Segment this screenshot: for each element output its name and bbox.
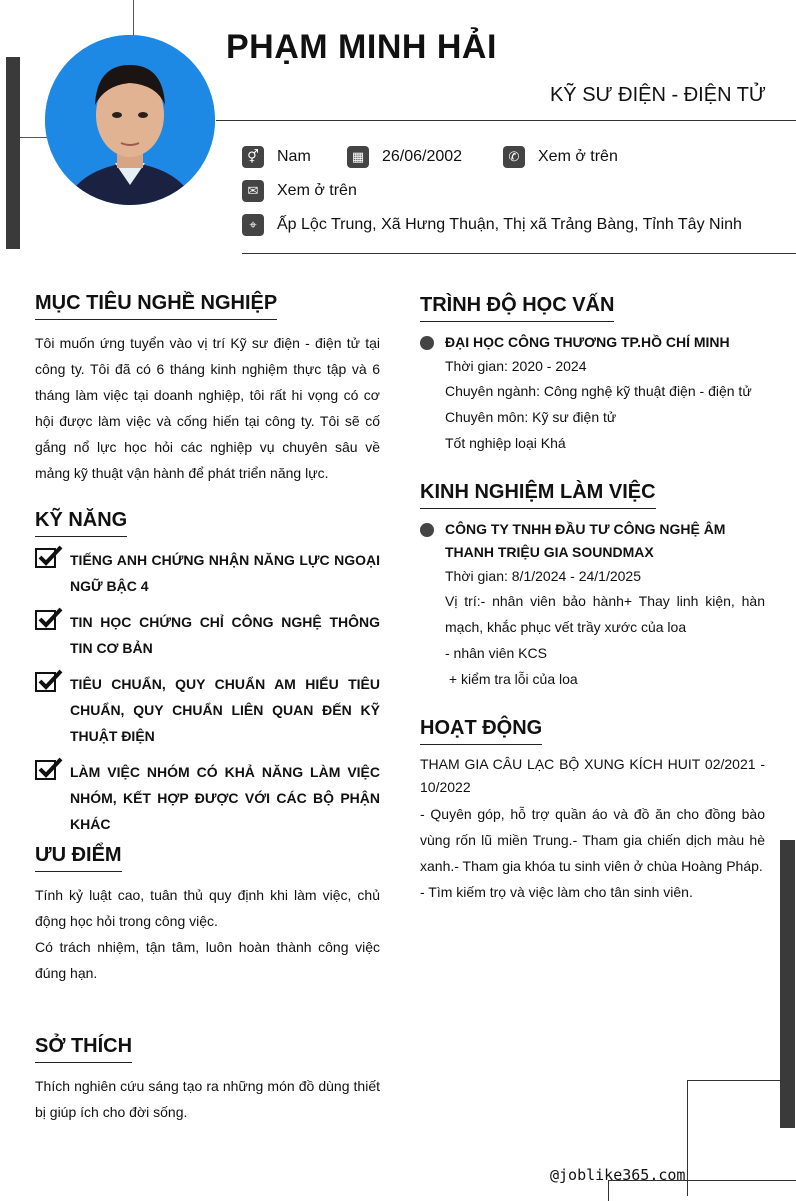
phone-icon: ✆ bbox=[503, 146, 525, 168]
decor-bar-right bbox=[780, 840, 795, 1128]
decor-bar-left bbox=[6, 57, 20, 249]
skills-title: KỸ NĂNG bbox=[35, 509, 127, 537]
skill-item bbox=[35, 609, 380, 661]
company-name: CÔNG TY TNHH ĐẦU TƯ CÔNG NGHỆ ÂM THANH TRIỆU GIA SOUNDMAX bbox=[445, 521, 726, 560]
education-title: TRÌNH ĐỘ HỌC VẤN bbox=[420, 294, 614, 322]
gender-value: Nam bbox=[277, 148, 311, 165]
bullet-icon bbox=[420, 523, 434, 537]
activities-text-1: - Quyên góp, hỗ trợ quần áo và đồ ăn cho đồng bào vùng rốn lũ miền Trung.- Tham gia chiến dịch màu hè xanh.- Tham gia khóa tu sinh viên ở chùa Hoàng Pháp. bbox=[420, 806, 765, 874]
checkmark-icon bbox=[35, 607, 63, 631]
birthdate-row bbox=[347, 146, 462, 168]
education-time: Thời gian: 2020 - 2024 bbox=[445, 358, 587, 374]
activities-head: THAM GIA CÂU LẠC BỘ XUNG KÍCH HUIT 02/2021 - 10/2022 bbox=[420, 756, 765, 795]
experience-title: KINH NGHIỆM LÀM VIỆC bbox=[420, 481, 656, 509]
objective-text: Tôi muốn ứng tuyển vào vị trí Kỹ sư điện - điện tử tại công ty. Tôi đã có 6 tháng kinh nghiệm thực tập và 6 tháng làm việc tại doanh nghiệp, tôi rất hi vọng có cơ hội được làm việc và cống hiến tại công ty. Tôi sẽ cố gắng nổ lực học hỏi các nghiệp vụ chuyên sâu về mảng kỹ thuật vận hành để phát triển năng lực. bbox=[35, 335, 380, 481]
skill-item bbox=[35, 759, 380, 837]
experience-line-3: + kiểm tra lỗi của loa bbox=[445, 671, 578, 687]
hobbies-text: Thích nghiên cứu sáng tạo ra những món đồ dùng thiết bị giúp ích cho đời sống. bbox=[35, 1078, 380, 1120]
gender-row bbox=[242, 146, 311, 168]
skill-item bbox=[35, 547, 380, 599]
checkmark-icon bbox=[35, 757, 63, 781]
birthdate-value: 26/06/2002 bbox=[382, 148, 463, 165]
experience-time: Thời gian: 8/1/2024 - 24/1/2025 bbox=[445, 568, 641, 584]
strengths-text-1: Tính kỷ luật cao, tuân thủ quy định khi làm việc, chủ động học hỏi trong công việc. bbox=[35, 887, 380, 929]
candidate-name: PHẠM MINH HẢI bbox=[226, 28, 497, 66]
experience-position: Vị trí:- nhân viên bảo hành+ Thay linh kiện, hàn mạch, khắc phục vết trầy xước của loa bbox=[445, 593, 765, 635]
skill-item bbox=[35, 671, 380, 749]
bullet-icon bbox=[420, 336, 434, 350]
education-major: Chuyên ngành: Công nghệ kỹ thuật điện - điện tử bbox=[445, 383, 752, 399]
checkmark-icon bbox=[35, 669, 63, 693]
header-divider bbox=[216, 120, 796, 121]
hobbies-title: SỞ THÍCH bbox=[35, 1035, 132, 1063]
activities-text-2: - Tìm kiếm trọ và việc làm cho tân sinh viên. bbox=[420, 884, 693, 900]
experience-line-2: - nhân viên KCS bbox=[445, 645, 547, 661]
candidate-role: KỸ SƯ ĐIỆN - ĐIỆN TỬ bbox=[549, 84, 766, 106]
info-divider bbox=[242, 253, 796, 254]
decor-line bbox=[133, 0, 134, 38]
strengths-text-2: Có trách nhiệm, tận tâm, luôn hoàn thành công việc đúng hạn. bbox=[35, 939, 380, 981]
decor-line bbox=[20, 137, 48, 138]
email-value: Xem ở trên bbox=[277, 182, 357, 199]
avatar bbox=[45, 35, 215, 205]
phone-row bbox=[503, 146, 618, 168]
address-value: Ấp Lộc Trung, Xã Hưng Thuận, Thị xã Trảng Bàng, Tỉnh Tây Ninh bbox=[277, 216, 742, 233]
calendar-icon: ▦ bbox=[347, 146, 369, 168]
strengths-title: ƯU ĐIỂM bbox=[35, 844, 122, 872]
email-icon: ✉ bbox=[242, 180, 264, 202]
education-grade: Tốt nghiệp loại Khá bbox=[445, 435, 566, 451]
decor-box bbox=[687, 1080, 781, 1196]
email-row bbox=[242, 180, 357, 202]
address-row bbox=[242, 214, 742, 236]
location-icon: ⌖ bbox=[242, 214, 264, 236]
gender-icon: ⚥ bbox=[242, 146, 264, 168]
skill-text: TIẾNG ANH CHỨNG NHẬN NĂNG LỰC NGOẠI NGỮ BẬC 4 bbox=[70, 552, 380, 594]
footer-watermark: @joblike365.com bbox=[550, 1166, 686, 1184]
phone-value: Xem ở trên bbox=[538, 148, 618, 165]
skill-text: TIN HỌC CHỨNG CHỈ CÔNG NGHỆ THÔNG TIN CƠ BẢN bbox=[70, 614, 380, 656]
education-subject: Chuyên môn: Kỹ sư điện tử bbox=[445, 409, 617, 425]
school-name: ĐẠI HỌC CÔNG THƯƠNG TP.HỒ CHÍ MINH bbox=[445, 334, 730, 350]
checkmark-icon bbox=[35, 545, 63, 569]
objective-title: MỤC TIÊU NGHỀ NGHIỆP bbox=[35, 292, 277, 320]
skill-text: TIÊU CHUẨN, QUY CHUẨN AM HIỂU TIÊU CHUẨN, QUY CHUẨN LIÊN QUAN ĐẾN KỸ THUẬT ĐIỆN bbox=[70, 676, 380, 744]
activities-title: HOẠT ĐỘNG bbox=[420, 717, 542, 745]
skill-text: LÀM VIỆC NHÓM CÓ KHẢ NĂNG LÀM VIỆC NHÓM, KẾT HỢP ĐƯỢC VỚI CÁC BỘ PHẬN KHÁC bbox=[70, 764, 380, 832]
